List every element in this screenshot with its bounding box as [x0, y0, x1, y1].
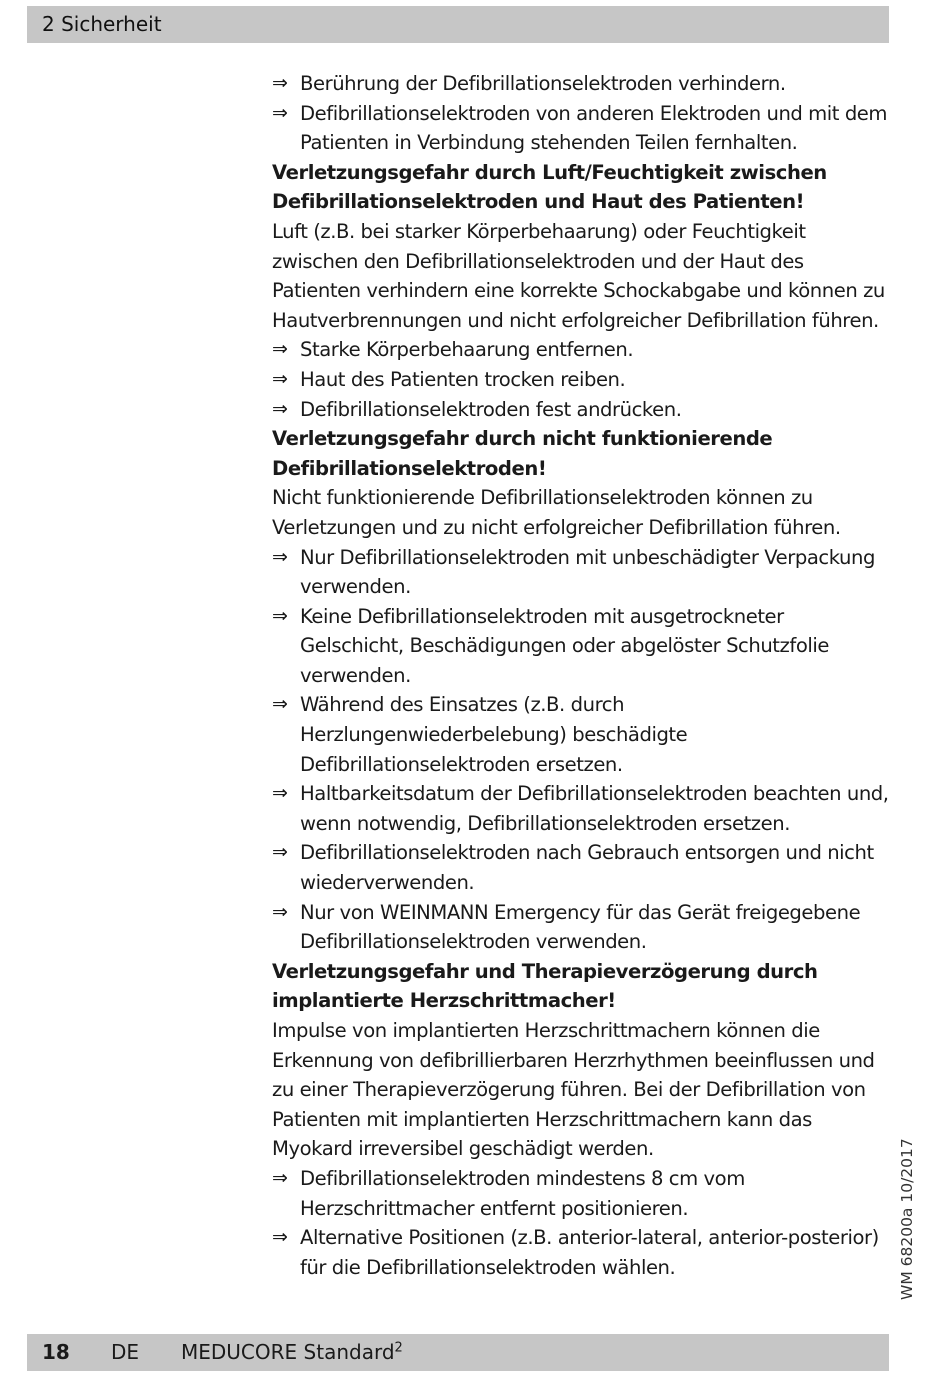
page-number: 18	[42, 1340, 70, 1364]
arrow-icon: ⇒	[272, 101, 288, 124]
product-superscript: 2	[394, 1340, 403, 1356]
arrow-icon: ⇒	[272, 841, 288, 864]
instruction-item: ⇒ Nur von WEINMANN Emergency für das Gerät freigegebene Defibrillationselektroden verwenden.	[272, 898, 890, 957]
instruction-item: ⇒ Während des Einsatzes (z.B. durch Herzlungenwiederbelebung) beschädigte Defibrillationselektroden ersetzen.	[272, 690, 890, 779]
warning-heading: Verletzungsgefahr durch nicht funktionierende Defibrillationselektroden!	[272, 427, 773, 480]
instruction-item: ⇒ Defibrillationselektroden fest andrücken.	[272, 395, 890, 425]
content-area	[272, 69, 890, 1282]
arrow-icon: ⇒	[272, 397, 288, 420]
footer-bar	[27, 1334, 889, 1371]
instruction-item: ⇒ Haut des Patienten trocken reiben.	[272, 365, 890, 395]
instruction-item: ⇒ Berührung der Defibrillationselektroden verhindern.	[272, 69, 890, 99]
instruction-item: ⇒ Starke Körperbehaarung entfernen.	[272, 335, 890, 365]
product-name: MEDUCORE Standard$^2$	[181, 1340, 403, 1364]
language-code: DE	[111, 1340, 140, 1364]
instruction-item: ⇒ Defibrillationselektroden mindestens 8 cm vom Herzschrittmacher entfernt positionieren.	[272, 1164, 890, 1223]
instruction-item: ⇒ Haltbarkeitsdatum der Defibrillationselektroden beachten und, wenn notwendig, Defibrillationselektroden ersetzen.	[272, 779, 890, 838]
arrow-icon: ⇒	[272, 604, 288, 627]
warning-heading: Verletzungsgefahr und Therapieverzögerung durch implantierte Herzschrittmacher!	[272, 959, 818, 1013]
instruction-item: ⇒ Defibrillationselektroden von anderen Elektroden und mit dem Patienten in Verbindung stehenden Teilen fernhalten.	[272, 99, 890, 158]
paragraph: Impulse von implantierten Herzschrittmachern können die Erkennung von defibrillierbaren Herzrhythmen beeinflussen und zu einer Therapieverzögerung führen. Bei der Defibrillation von Patienten mit implantierten Herzschrittmachern kann das Myokard irreversibel geschädigt werden.	[272, 1019, 875, 1161]
paragraph: Luft (z.B. bei starker Körperbehaarung) oder Feuchtigkeit zwischen den Defibrillationselektroden und der Haut des Patienten verhindern eine korrekte Schockabgabe und können zu Hautverbrennungen und nicht erfolgreicher Defibrillation führen.	[272, 219, 885, 332]
arrow-icon: ⇒	[272, 72, 288, 94]
arrow-icon: ⇒	[272, 1226, 288, 1249]
document-number: WM 68200a 10/2017	[898, 1138, 916, 1300]
arrow-icon: ⇒	[272, 367, 288, 390]
header-bar	[27, 6, 889, 43]
instruction-item: ⇒ Keine Defibrillationselektroden mit ausgetrockneter Gelschicht, Beschädigungen oder abgelöster Schutzfolie verwenden.	[272, 602, 890, 691]
paragraph: Nicht funktionierende Defibrillationselektroden können zu Verletzungen und zu nicht erfolgreicher Defibrillation führen.	[272, 486, 841, 539]
instruction-item: ⇒ Nur Defibrillationselektroden mit unbeschädigter Verpackung verwenden.	[272, 543, 890, 602]
instruction-item: ⇒ Alternative Positionen (z.B. anterior-lateral, anterior-posterior) für die Defibrillationselektroden wählen.	[272, 1223, 890, 1282]
section-title: 2 Sicherheit	[42, 12, 162, 36]
warning-heading: Verletzungsgefahr durch Luft/Feuchtigkeit zwischen Defibrillationselektroden und Haut des Patienten!	[272, 160, 827, 214]
arrow-icon: ⇒	[272, 338, 288, 361]
arrow-icon: ⇒	[272, 782, 288, 805]
arrow-icon: ⇒	[272, 1166, 288, 1189]
arrow-icon: ⇒	[272, 900, 288, 923]
instruction-item: ⇒ Defibrillationselektroden nach Gebrauch entsorgen und nicht wiederverwenden.	[272, 838, 890, 897]
arrow-icon: ⇒	[272, 693, 288, 716]
arrow-icon: ⇒	[272, 545, 288, 568]
